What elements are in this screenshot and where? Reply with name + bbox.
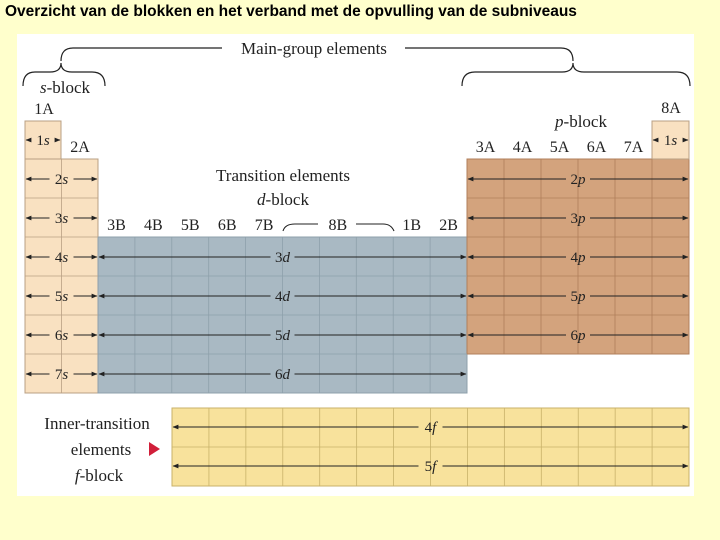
transition-elements-label: Transition elements (216, 166, 350, 185)
sublevel-s-3-label: 5s (54, 289, 69, 305)
sublevel-f-0-label: 4f (424, 420, 437, 436)
d-block-label: d-block (257, 190, 309, 209)
group-label-d-7: 2B (439, 217, 458, 234)
sublevel-s-1-label: 3s (54, 211, 69, 227)
pointer-triangle-icon (149, 442, 160, 456)
p-group-labels (476, 139, 644, 156)
group-label-p-1: 4A (512, 139, 533, 156)
sublevel-d-2-label: 5d (275, 328, 290, 344)
sublevel-p-4-label: 6p (570, 328, 586, 344)
group-label-d-5: 8B (328, 217, 348, 234)
group-label-2a: 2A (70, 139, 90, 156)
sublevel-1s-8a-label: 1s (663, 133, 678, 149)
block-diagram (17, 34, 694, 496)
sublevel-f-1-label: 5f (424, 459, 437, 475)
sublevel-p-0-label: 2p (570, 172, 586, 188)
main-group-label: Main-group elements (241, 39, 387, 58)
sublevel-p-1-label: 3p (570, 211, 586, 227)
group-label-d-1: 4B (144, 217, 163, 234)
inner-elements-label: elements (70, 440, 132, 459)
sublevel-s-5-label: 7s (54, 367, 69, 383)
group-label-p-3: 6A (586, 139, 607, 156)
p-block-label: p-block (555, 112, 607, 131)
group-label-8a: 8A (661, 100, 681, 117)
f-block-label: f-block (74, 466, 124, 485)
group-label-d-0: 3B (107, 217, 126, 234)
p-block-brace (462, 63, 690, 86)
s-block-label: s-block (39, 78, 91, 97)
group-label-p-2: 5A (549, 139, 570, 156)
group-label-p-4: 7A (623, 139, 644, 156)
sublevel-s-2-label: 4s (54, 250, 69, 266)
sublevel-p-3-label: 5p (570, 289, 586, 305)
slide-title: Overzicht van de blokken en het verband met de opvulling van de subniveaus (5, 3, 577, 20)
sublevel-s-4-label: 6s (54, 328, 69, 344)
inner-transition-label: Inner-transition (44, 414, 150, 433)
periodic-table-diagram (17, 34, 694, 496)
group-label-d-2: 5B (180, 217, 200, 234)
group-label-1a: 1A (34, 101, 54, 118)
sublevel-d-0-label: 3d (275, 250, 290, 266)
sublevel-s-0-label: 2s (54, 172, 69, 188)
sublevel-d-3-label: 6d (275, 367, 290, 383)
group-label-d-6: 1B (402, 217, 421, 234)
group-label-p-0: 3A (475, 139, 496, 156)
group-label-d-4: 7B (254, 217, 274, 234)
sublevel-p-2-label: 4p (570, 250, 586, 266)
group-label-d-3: 6B (217, 217, 237, 234)
d-group-labels (107, 217, 458, 234)
sublevel-1s-label: 1s (36, 133, 50, 149)
sublevel-d-1-label: 4d (275, 289, 290, 305)
